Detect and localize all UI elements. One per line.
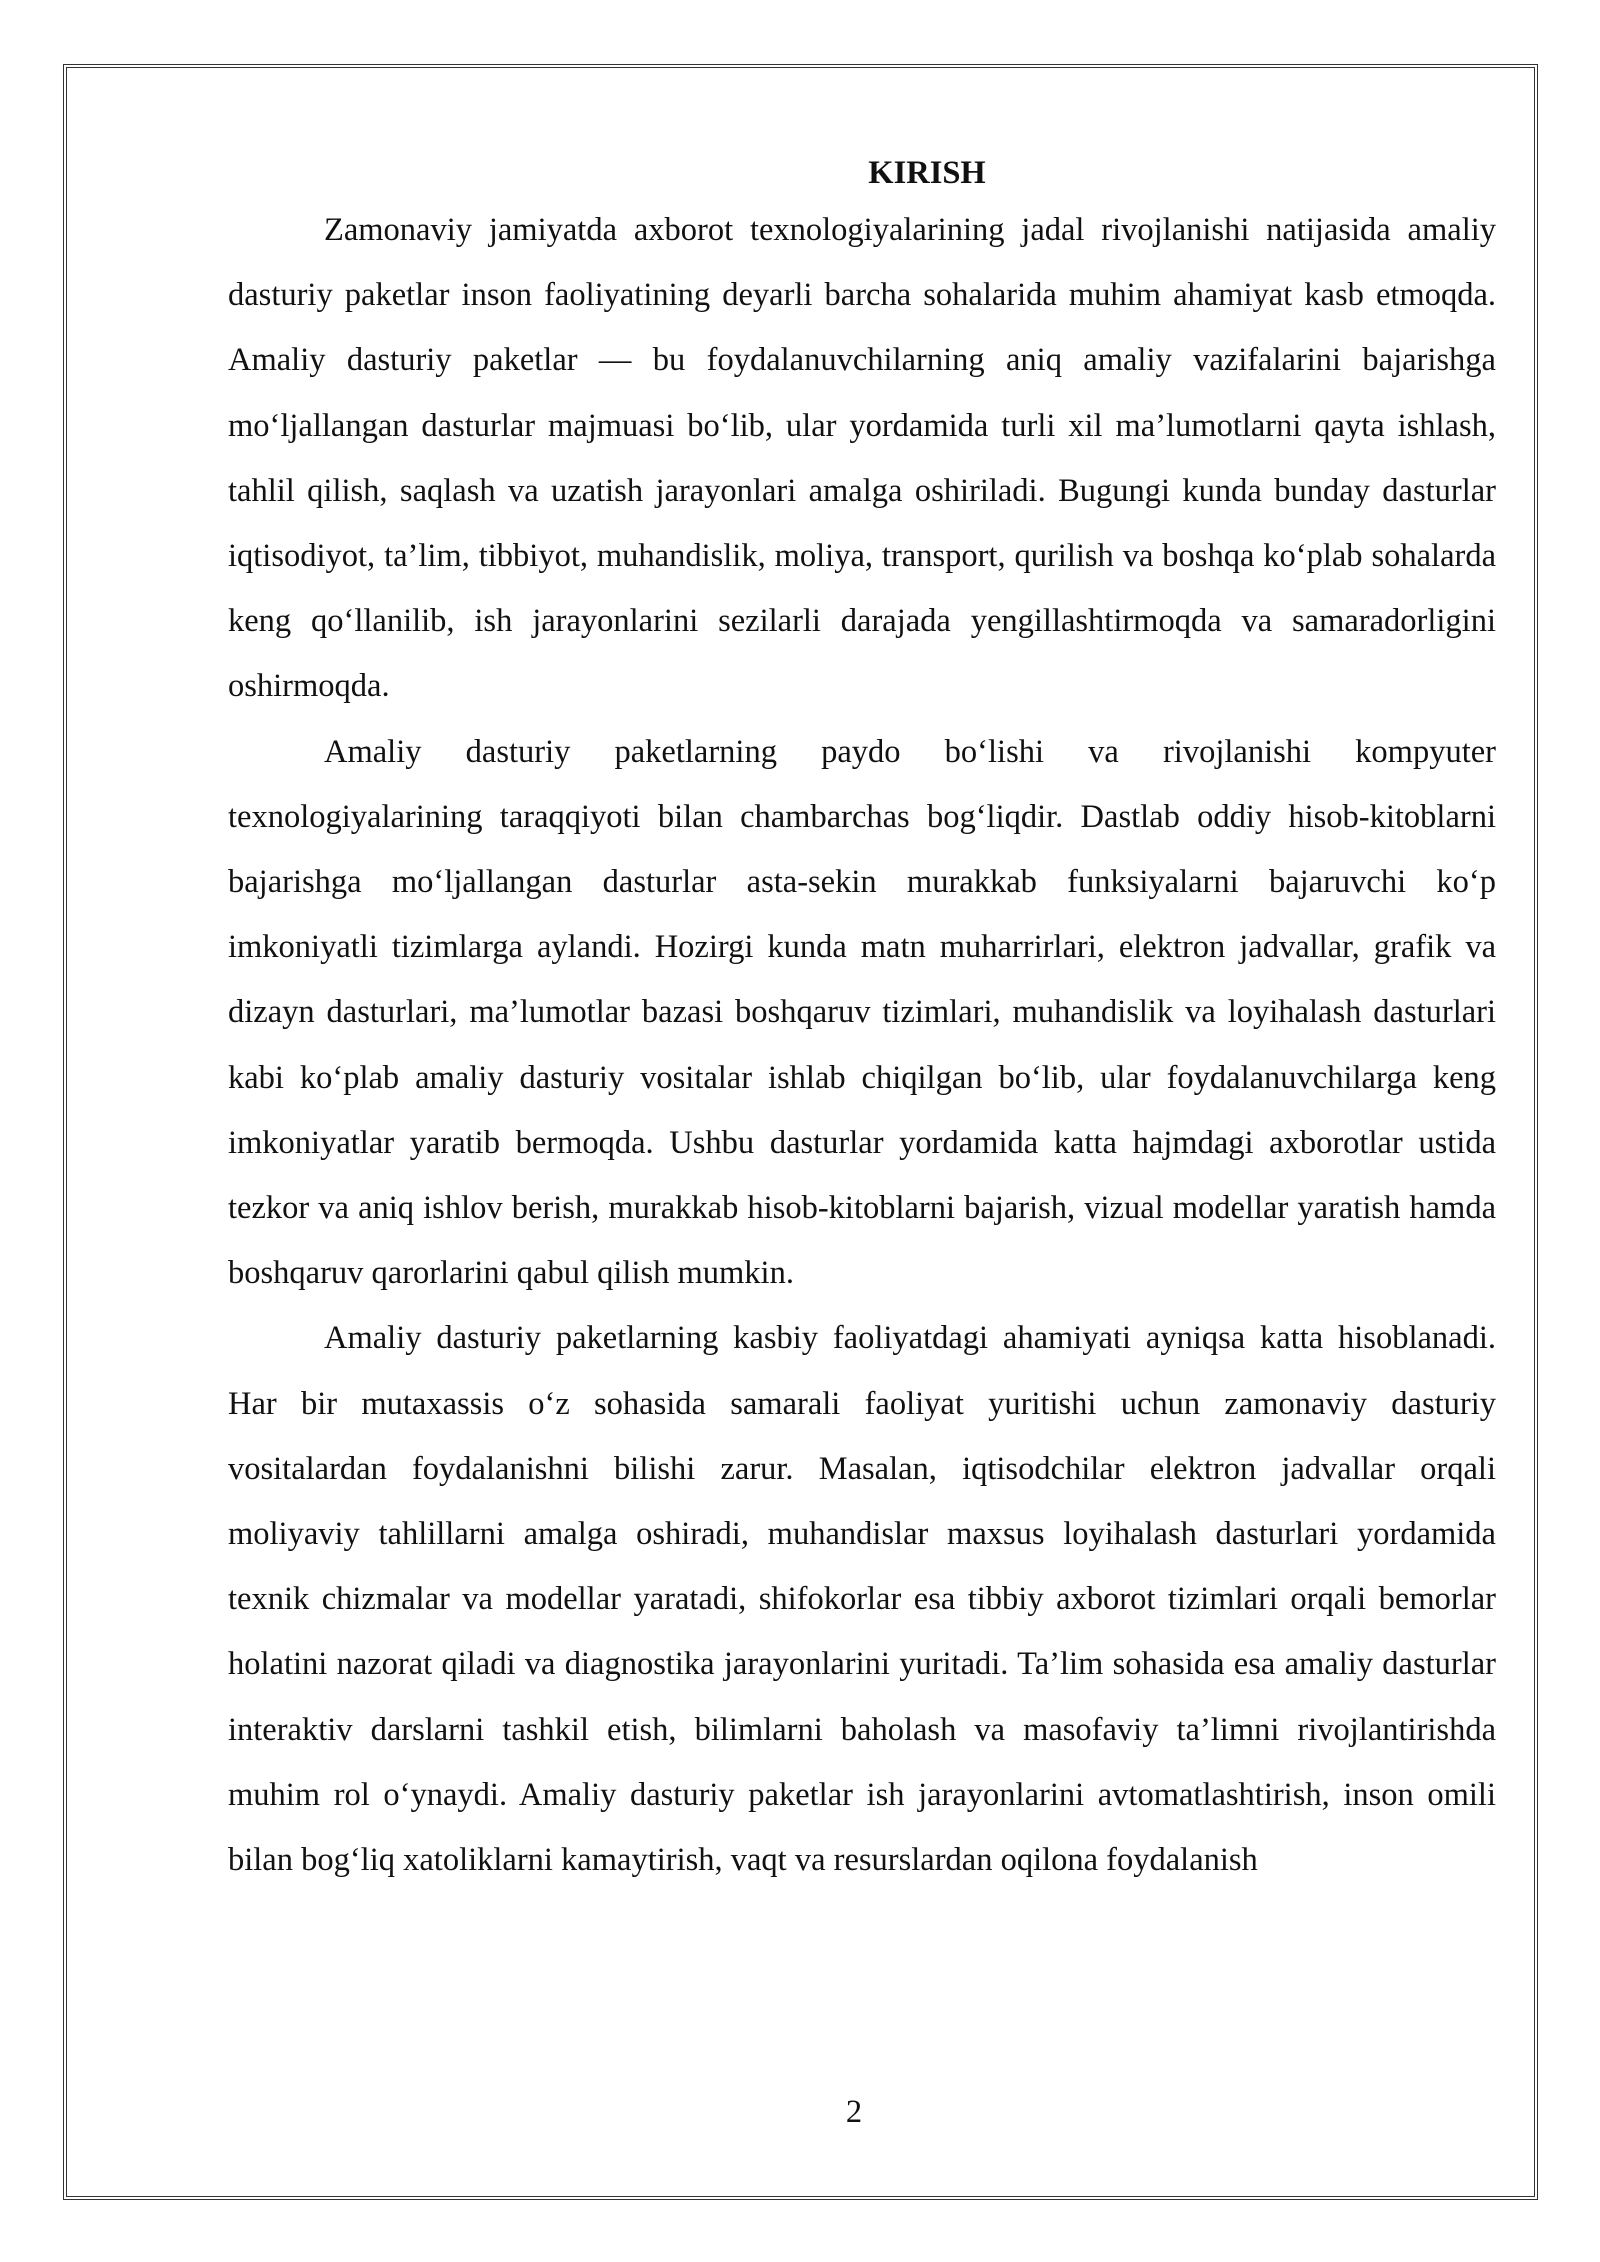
document-title: KIRISH: [868, 155, 986, 191]
paragraph-2: Amaliy dasturiy paketlarning paydo bo‘lishi va rivojlanishi kompyuter texnologiyalarining taraqqiyoti bilan chambarchas bog‘liqdir. Dastlab oddiy hisob-kitoblarni bajarishga mo‘ljallangan dasturlar asta-sekin murakkab funksiyalarni bajaruvchi ko‘p imkoniyatli tizimlarga aylandi. Hozirgi kunda matn muharrirlari, elektron jadvallar, grafik va dizayn dasturlari, ma’lumotlar bazasi boshqaruv tizimlari, muhandislik va loyihalash dasturlari kabi ko‘plab amaliy dasturiy vositalar ishlab chiqilgan bo‘lib, ular foydalanuvchilarga keng imkoniyatlar yaratib bermoqda. Ushbu dasturlar yordamida katta hajmdagi axborotlar ustida tezkor va aniq ishlov berish, murakkab hisob-kitoblarni bajarish, vizual modellar yaratish hamda boshqaruv qarorlarini qabul qilish mumkin.: [228, 733, 1496, 1292]
paragraph-1: Zamonaviy jamiyatda axborot texnologiyalarining jadal rivojlanishi natijasida amaliy dasturiy paketlar inson faoliyatining deyarli barcha sohalarida muhim ahamiyat kasb etmoqda. Amaliy dasturiy paketlar — bu foydalanuvchilarning aniq amaliy vazifalarini bajarishga mo‘ljallangan dasturlar majmuasi bo‘lib, ular yordamida turli xil ma’lumotlarni qayta ishlash, tahlil qilish, saqlash va uzatish jarayonlari amalga oshiriladi. Bugungi kunda bunday dasturlar iqtisodiyot, ta’lim, tibbiyot, muhandislik, moliya, transport, qurilish va boshqa ko‘plab sohalarda keng qo‘llanilib, ish jarayonlarini sezilarli darajada yengillashtirmoqda va samaradorligini oshirmoqda.: [228, 212, 1496, 705]
document-body: [228, 148, 1496, 1893]
page-number: 2: [845, 2094, 863, 2130]
paragraph-3: Amaliy dasturiy paketlarning kasbiy faoliyatdagi ahamiyati ayniqsa katta hisoblanadi. Har bir mutaxassis o‘z sohasida samarali faoliyat yuritishi uchun zamonaviy dasturiy vositalardan foydalanishni bilishi zarur. Masalan, iqtisodchilar elektron jadvallar orqali moliyaviy tahlillarni amalga oshiradi, muhandislar maxsus loyihalash dasturlari yordamida texnik chizmalar va modellar yaratadi, shifokorlar esa tibbiy axborot tizimlari orqali bemorlar holatini nazorat qiladi va diagnostika jarayonlarini yuritadi. Ta’lim sohasida esa amaliy dasturlar interaktiv darslarni tashkil etish, bilimlarni baholash va masofaviy ta’limni rivojlantirishda muhim rol o‘ynaydi. Amaliy dasturiy paketlar ish jarayonlarini avtomatlashtirish, inson omili bilan bog‘liq xatoliklarni kamaytirish, vaqt va resurslardan oqilona foydalanish: [228, 1320, 1496, 1879]
